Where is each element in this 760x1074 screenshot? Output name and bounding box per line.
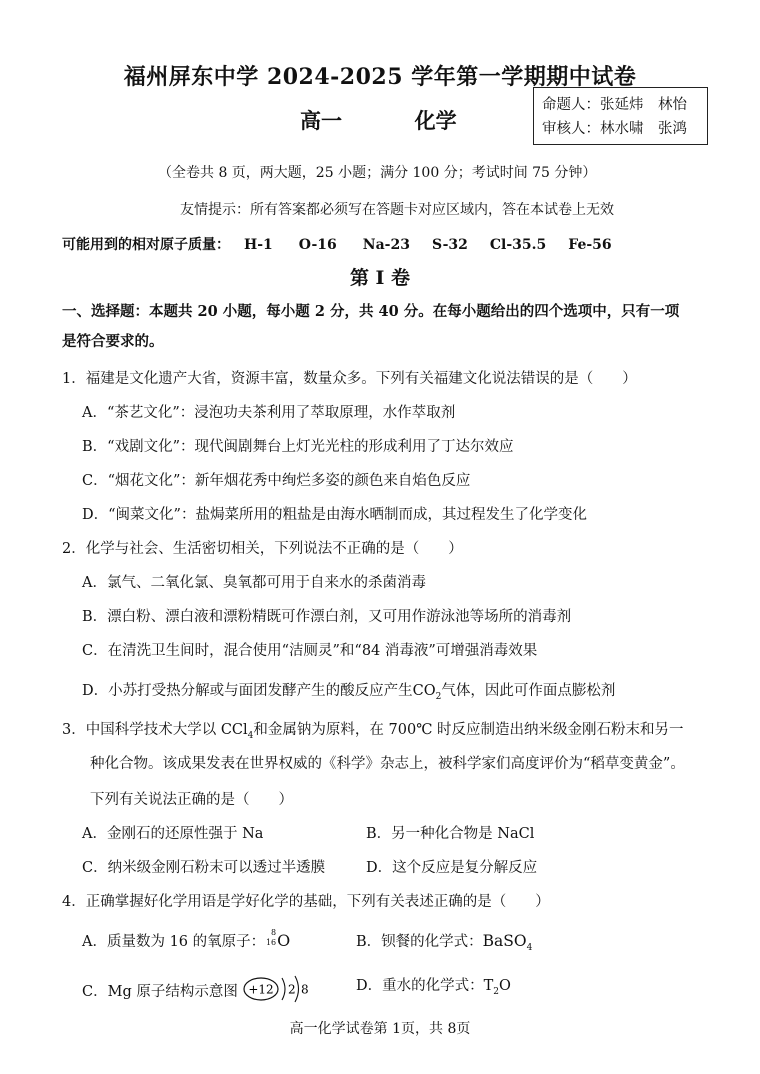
- mass-fe: Fe-56: [568, 237, 612, 253]
- volume-heading: 第 I 卷: [349, 267, 411, 289]
- isotope-notation: [265, 928, 277, 950]
- q2-option-a: A．氯气、二氧化氯、臭氧都可用于自来水的杀菌消毒: [82, 575, 426, 591]
- q2-option-c: C．在清洗卫生间时，混合使用“洁厕灵”和“84 消毒液”可增强消毒效果: [82, 643, 538, 659]
- q1-stem: 1．福建是文化遗产大省，资源丰富，数量众多。下列有关福建文化说法错误的是（ ）: [62, 371, 637, 387]
- reviewer-line: 审核人：林水啸 张鸿: [542, 121, 687, 137]
- q4-option-c-pre: C．Mg 原子结构示意图: [82, 984, 238, 1000]
- q3-stem-line1: [62, 718, 684, 741]
- authors-box: [533, 87, 708, 145]
- nucleus-charge: +12: [248, 982, 275, 997]
- co2-subscript: 2: [435, 691, 442, 702]
- grade-label: 高一: [300, 108, 342, 133]
- q4-stem: 4．正确掌握好化学用语是学好化学的基础，下列有关表述正确的是（ ）: [62, 894, 550, 910]
- q1-option-c: C．“烟花文化”：新年烟花秀中绚烂多姿的颜色来自焰色反应: [82, 473, 471, 489]
- q4-option-d: [356, 974, 511, 997]
- co2-formula: CO: [412, 683, 436, 699]
- q3-option-b: B．另一种化合物是 NaCl: [366, 826, 535, 842]
- atomic-masses-label: 可能用到的相对原子质量：: [62, 237, 230, 253]
- heavy-water-o: O: [499, 978, 511, 994]
- mass-h: H-1: [244, 237, 273, 253]
- ccl4-subscript: 4: [247, 730, 254, 741]
- subject-label: 化学: [414, 108, 457, 133]
- mass-cl: Cl-35.5: [489, 237, 547, 253]
- isotope-atomic-number: 8: [271, 928, 277, 937]
- shell-1-electrons: 2: [288, 982, 297, 997]
- section1-line1: 一、选择题：本题共 20 小题，每小题 2 分，共 40 分。在每小题给出的四个选项中，只有一项: [62, 303, 680, 320]
- section1-line2: 是符合要求的。: [62, 333, 164, 350]
- q1-option-b: B．“戏剧文化”：现代闽剧舞台上灯光光柱的形成利用了丁达尔效应: [82, 439, 514, 455]
- mass-s: S-32: [431, 237, 468, 253]
- q4-option-a: [82, 930, 290, 951]
- q3-stem-line3: 下列有关说法正确的是（ ）: [90, 792, 293, 808]
- q3-stem-line2: 种化合物。该成果发表在世界权威的《科学》杂志上，被科学家们高度评价为“稻草变黄金”。: [90, 756, 685, 772]
- q1-option-d: D．“闽菜文化”：盐焗菜所用的粗盐是由海水晒制而成，其过程发生了化学变化: [82, 507, 587, 523]
- q2-option-b: B．漂白粉、漂白液和漂粉精既可作漂白剂，又可用作游泳池等场所的消毒剂: [82, 609, 572, 625]
- heavy-water-t: T: [483, 978, 494, 994]
- setter-line: 命题人：张延炜 林怡: [542, 97, 687, 113]
- shell-2-electrons: 8: [301, 982, 310, 997]
- isotope-symbol: O: [277, 931, 291, 950]
- exam-title: 福州屏东中学 2024-2025 学年第一学期期中试卷: [123, 64, 637, 90]
- exam-subtitle: [300, 105, 457, 135]
- q1-option-a: A．“茶艺文化”：浸泡功夫茶利用了萃取原理，水作萃取剂: [82, 405, 456, 421]
- q2-option-d-pre: D．小苏打受热分解或与面团发酵产生的酸反应产生: [82, 683, 413, 699]
- heavy-water-subscript: 2: [493, 986, 500, 997]
- baso4-formula: BaSO: [482, 932, 527, 950]
- q3-stem-post: 和金属钠为原料，在 700℃ 时反应制造出纳米级金刚石粉末和另一: [253, 722, 684, 738]
- q4-option-d-pre: D．重水的化学式：: [356, 978, 484, 994]
- q4-option-c: [82, 974, 314, 1004]
- mass-na: Na-23: [362, 237, 410, 253]
- q2-stem: 2．化学与社会、生活密切相关，下列说法不正确的是（ ）: [62, 541, 463, 557]
- q4-option-a-pre: A．质量数为 16 的氧原子：: [82, 934, 266, 950]
- mass-o: O-16: [298, 237, 337, 253]
- q2-option-d: [82, 679, 615, 702]
- friendly-tip: 友情提示：所有答案都必须写在答题卡对应区域内，答在本试卷上无效: [180, 202, 614, 218]
- exam-note: （全卷共 8 页，两大题，25 小题；满分 100 分；考试时间 75 分钟）: [158, 165, 597, 181]
- q3-option-a: A．金刚石的还原性强于 Na: [82, 826, 264, 842]
- q3-option-c: C．纳米级金刚石粉末可以透过半透膜: [82, 860, 326, 876]
- q3-option-d: D．这个反应是复分解反应: [366, 860, 538, 876]
- q4-option-b: [356, 930, 532, 953]
- q3-stem-pre: 3．中国科学技术大学以 CCl: [62, 722, 248, 738]
- isotope-mass-number: 16: [265, 938, 277, 947]
- page-footer: 高一化学试卷第 1页，共 8页: [289, 1021, 471, 1037]
- q2-option-d-post: 气体，因此可作面点膨松剂: [441, 683, 616, 699]
- mg-atom-structure-diagram: [242, 974, 314, 1004]
- q4-option-b-pre: B．钡餐的化学式：: [356, 934, 483, 950]
- baso4-subscript: 4: [526, 942, 533, 953]
- shell-arc-1: [282, 978, 285, 1000]
- atomic-masses: [62, 234, 612, 254]
